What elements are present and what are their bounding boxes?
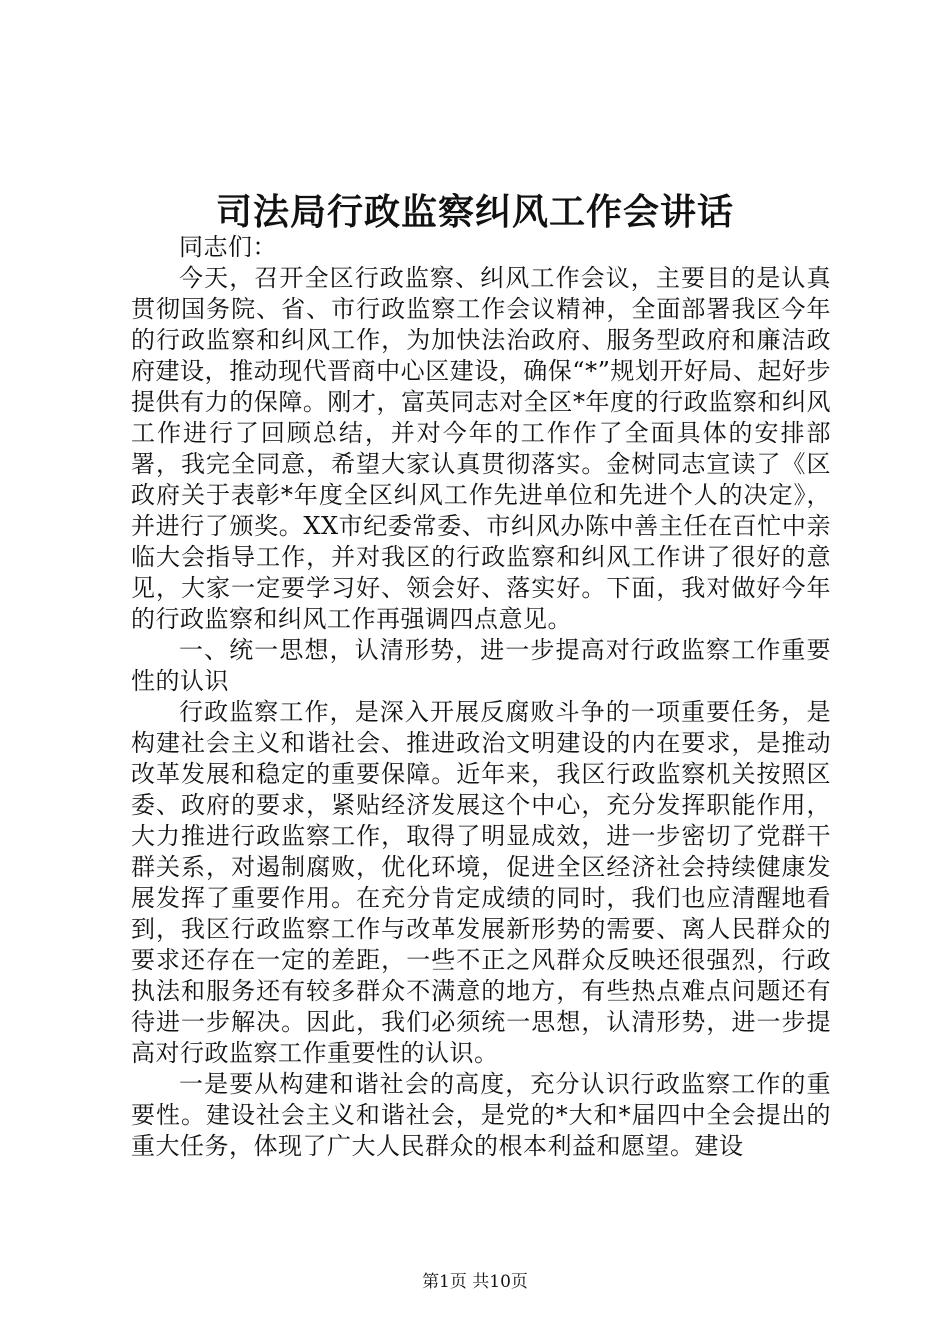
paragraph-intro: 今天，召开全区行政监察、纠风工作会议，主要目的是认真贯彻国务院、省、市行政监察工作会议精神，全面部署我区今年的行政监察和纠风工作，为加快法治政府、服务型政府和廉洁政府建设，推动现代晋商中心区建设，确保“*”规划开好局、起好步提供有力的保障。刚才，富英同志对全区*年度的行政监察和纠风工作进行了回顾总结，并对今年的工作作了全面具体的安排部署，我完全同意，希望大家认真贯彻落实。金树同志宣读了《区政府关于表彰*年度全区纠风工作先进单位和先进个人的决定》，并进行了颁奖。XX市纪委常委、市纠风办陈中善主任在百忙中亲临大会指导工作，并对我区的行政监察和纠风工作讲了很好的意见，大家一定要学习好、领会好、落实好。下面，我对做好今年的行政监察和纠风工作再强调四点意见。: [131, 264, 831, 633]
paragraph-section-1: 行政监察工作，是深入开展反腐败斗争的一项重要任务，是构建社会主义和谐社会、推进政治文明建设的内在要求，是推动改革发展和稳定的重要保障。近年来，我区行政监察机关按照区委、政府的要求，紧贴经济发展这个中心，充分发挥职能作用，大力推进行政监察工作，取得了明显成效，进一步密切了党群干群关系，对遏制腐败，优化环境，促进全区经济社会持续健康发展发挥了重要作用。在充分肯定成绩的同时，我们也应清醒地看到，我区行政监察工作与改革发展新形势的需要、离人民群众的要求还存在一定的差距，一些不正之风群众反映还很强烈，行政执法和服务还有较多群众不满意的地方，有些热点难点问题还有待进一步解决。因此，我们必须统一思想，认清形势，进一步提高对行政监察工作重要性的认识。: [131, 698, 831, 1067]
document-title: 司法局行政监察纠风工作会讲话: [215, 191, 734, 233]
page-number-footer: 第1页 共10页: [422, 1272, 528, 1292]
paragraph-salutation: 同志们：: [179, 233, 277, 261]
document-body: [131, 232, 831, 1162]
section-heading-1: 一、统一思想，认清形势，进一步提高对行政监察工作重要性的认识: [131, 636, 831, 695]
paragraph-point-1: 一是要从构建和谐社会的高度，充分认识行政监察工作的重要性。建设社会主义和谐社会，是党的*大和*届四中全会提出的重大任务，体现了广大人民群众的根本利益和愿望。建设: [131, 1070, 831, 1160]
